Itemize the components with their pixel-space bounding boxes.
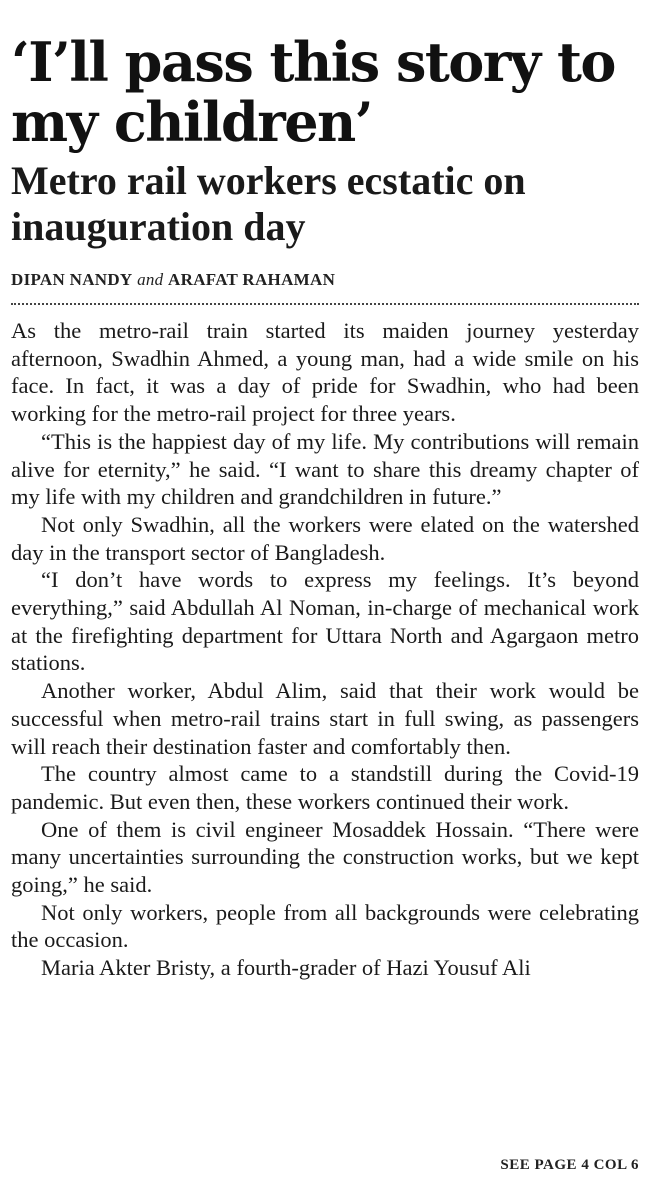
body-paragraph: As the metro-rail train started its maiden journey yesterday afternoon, Swadhin Ahmed, a young man, had a wide smile on his face. In fact, it was a day of pride for Swadhin, who had been working for the metro-rail project for three years. <box>11 318 639 427</box>
byline-joiner: and <box>137 270 164 289</box>
body-paragraph: “This is the happiest day of my life. My contributions will remain alive for eternity,” he said. “I want to share this dreamy chapter of my life with my children and grandchildren in future.” <box>11 428 639 510</box>
article <box>11 0 639 982</box>
body-paragraph: Maria Akter Bristy, a fourth-grader of Hazi Yousuf Ali <box>41 955 531 981</box>
article-body <box>11 317 639 982</box>
author-name: ARAFAT RAHAMAN <box>168 270 336 289</box>
body-paragraph: Another worker, Abdul Alim, said that their work would be successful when metro-rail trains start in full swing, as passengers will reach their destination faster and comfortably then. <box>11 678 639 759</box>
body-paragraph: One of them is civil engineer Mosaddek Hossain. “There were many uncertainties surrounding the construction works, but we kept going,” he said. <box>11 816 639 898</box>
continued-jump-line: SEE PAGE 4 COL 6 <box>500 1157 639 1173</box>
byline <box>11 270 639 290</box>
headline: ‘I’ll pass this story to my children’ <box>11 30 615 154</box>
author-name: DIPAN NANDY <box>11 270 133 289</box>
body-paragraph: Not only Swadhin, all the workers were elated on the watershed day in the transport sector of Bangladesh. <box>11 511 639 565</box>
subheadline: Metro rail workers ecstatic on inauguration day <box>11 158 526 249</box>
body-paragraph: The country almost came to a standstill during the Covid-19 pandemic. But even then, these workers continued their work. <box>11 761 639 814</box>
dotted-divider <box>11 303 639 305</box>
body-paragraph: “I don’t have words to express my feelings. It’s beyond everything,” said Abdullah Al Noman, in-charge of mechanical work at the firefighting department for Uttara North and Agargaon metro stations. <box>11 567 639 676</box>
body-paragraph: Not only workers, people from all backgrounds were celebrating the occasion. <box>11 899 639 953</box>
